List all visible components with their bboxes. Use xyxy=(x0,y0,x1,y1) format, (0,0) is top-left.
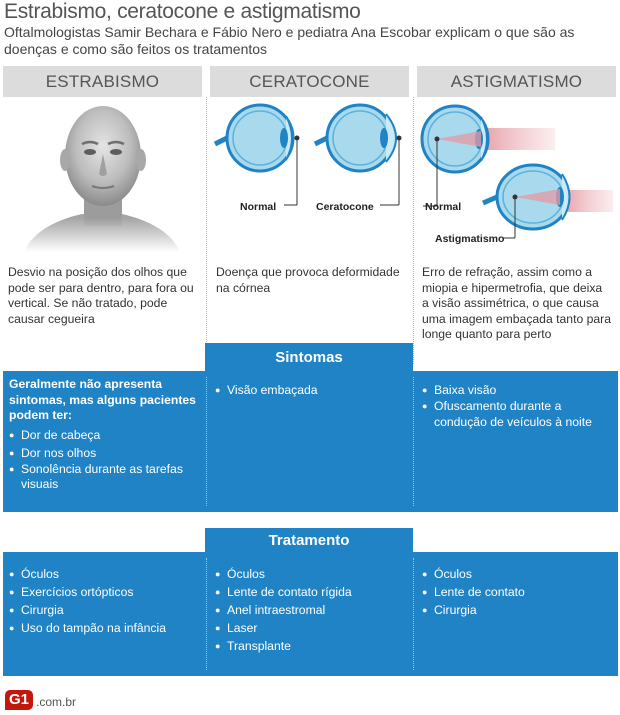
eye-astigmatismo-illustration xyxy=(483,165,570,238)
symptoms-column-estrabismo xyxy=(9,371,201,512)
symptoms-column-ceratocone xyxy=(215,371,405,512)
symptoms-column-astigmatismo xyxy=(422,371,612,512)
list-item: ● Cirurgia xyxy=(9,601,201,619)
column-heading-estrabismo: ESTRABISMO xyxy=(3,66,202,97)
list-item: ● Sonolência durante as tarefas visuais xyxy=(9,462,201,493)
list-item: ● Anel intraestromal xyxy=(215,601,405,619)
list-item: ● Óculos xyxy=(9,565,201,583)
list-item: ● Uso do tampão na infância xyxy=(9,619,201,637)
eye-normal-illustration xyxy=(215,105,300,205)
column-heading-ceratocone: CERATOCONE xyxy=(210,66,409,97)
list-item: ● Baixa visão xyxy=(422,381,612,399)
column-heading-astigmatismo: ASTIGMATISMO xyxy=(417,66,616,97)
list-item: ● Dor de cabeça xyxy=(9,426,201,444)
list-item: ● Dor nos olhos xyxy=(9,444,201,462)
astigmatismo-diagram xyxy=(415,98,617,248)
ceratocone-diagram xyxy=(208,98,412,218)
list-item: ● Cirurgia xyxy=(422,601,612,619)
list-item: ● Óculos xyxy=(215,565,405,583)
head-illustration xyxy=(4,100,200,252)
label-normal-ceratocone: Normal xyxy=(240,201,277,213)
column-divider xyxy=(413,97,414,364)
eye-normal-illustration xyxy=(422,106,488,206)
description-estrabismo: Desvio na posição dos olhos que pode ser para dentro, para fora ou vertical. Se não tratado, pode causar cegueira xyxy=(8,265,194,326)
symptoms-intro: Geralmente não apresenta sintomas, mas alguns pacientes podem ter: xyxy=(9,377,196,423)
section-title-sintomas: Sintomas xyxy=(205,343,413,371)
treatment-column-astigmatismo xyxy=(422,552,612,676)
list-item: ● Transplante xyxy=(215,637,405,655)
list-item: ● Lente de contato xyxy=(422,583,612,601)
label-normal-astigmatismo: Normal xyxy=(425,201,462,213)
label-astigmatismo: Astigmatismo xyxy=(435,233,505,245)
g1-logo-mark: G1 xyxy=(5,690,33,710)
section-title-tratamento: Tratamento xyxy=(205,528,413,552)
treatment-column-estrabismo xyxy=(9,552,201,676)
treatment-panel xyxy=(3,552,618,676)
list-item: ● Lente de contato rígida xyxy=(215,583,405,601)
list-item: ● Visão embaçada xyxy=(215,381,405,399)
panel-divider xyxy=(206,377,207,506)
list-item: ● Óculos xyxy=(422,565,612,583)
g1-domain: .com.br xyxy=(36,695,77,709)
description-astigmatismo: Erro de refração, assim como a miopia e hipermetrofia, que deixa a visão assimétrica, o que causa uma imagem embaçada tanto para longe quanto para perto xyxy=(422,265,612,342)
eye-ceratocone-illustration xyxy=(315,105,402,205)
list-item: ● Laser xyxy=(215,619,405,637)
panel-divider xyxy=(413,558,414,670)
treatment-column-ceratocone xyxy=(215,552,405,676)
description-ceratocone: Doença que provoca deformidade na córnea xyxy=(216,265,400,295)
page-subtitle: Oftalmologistas Samir Bechara e Fábio Nero e pediatra Ana Escobar explicam o que são as doenças e como são feitos os tratamentos xyxy=(4,24,575,57)
panel-divider xyxy=(206,558,207,670)
label-ceratocone: Ceratocone xyxy=(316,201,374,213)
panel-divider xyxy=(413,377,414,506)
symptoms-panel xyxy=(3,371,618,512)
list-item: ● Exercícios ortópticos xyxy=(9,583,201,601)
list-item: ● Ofuscamento durante a condução de veículos à noite xyxy=(422,399,612,430)
g1-logo[interactable] xyxy=(5,688,76,710)
column-divider xyxy=(206,97,207,364)
page-title: Estrabismo, ceratocone e astigmatismo xyxy=(4,0,361,23)
